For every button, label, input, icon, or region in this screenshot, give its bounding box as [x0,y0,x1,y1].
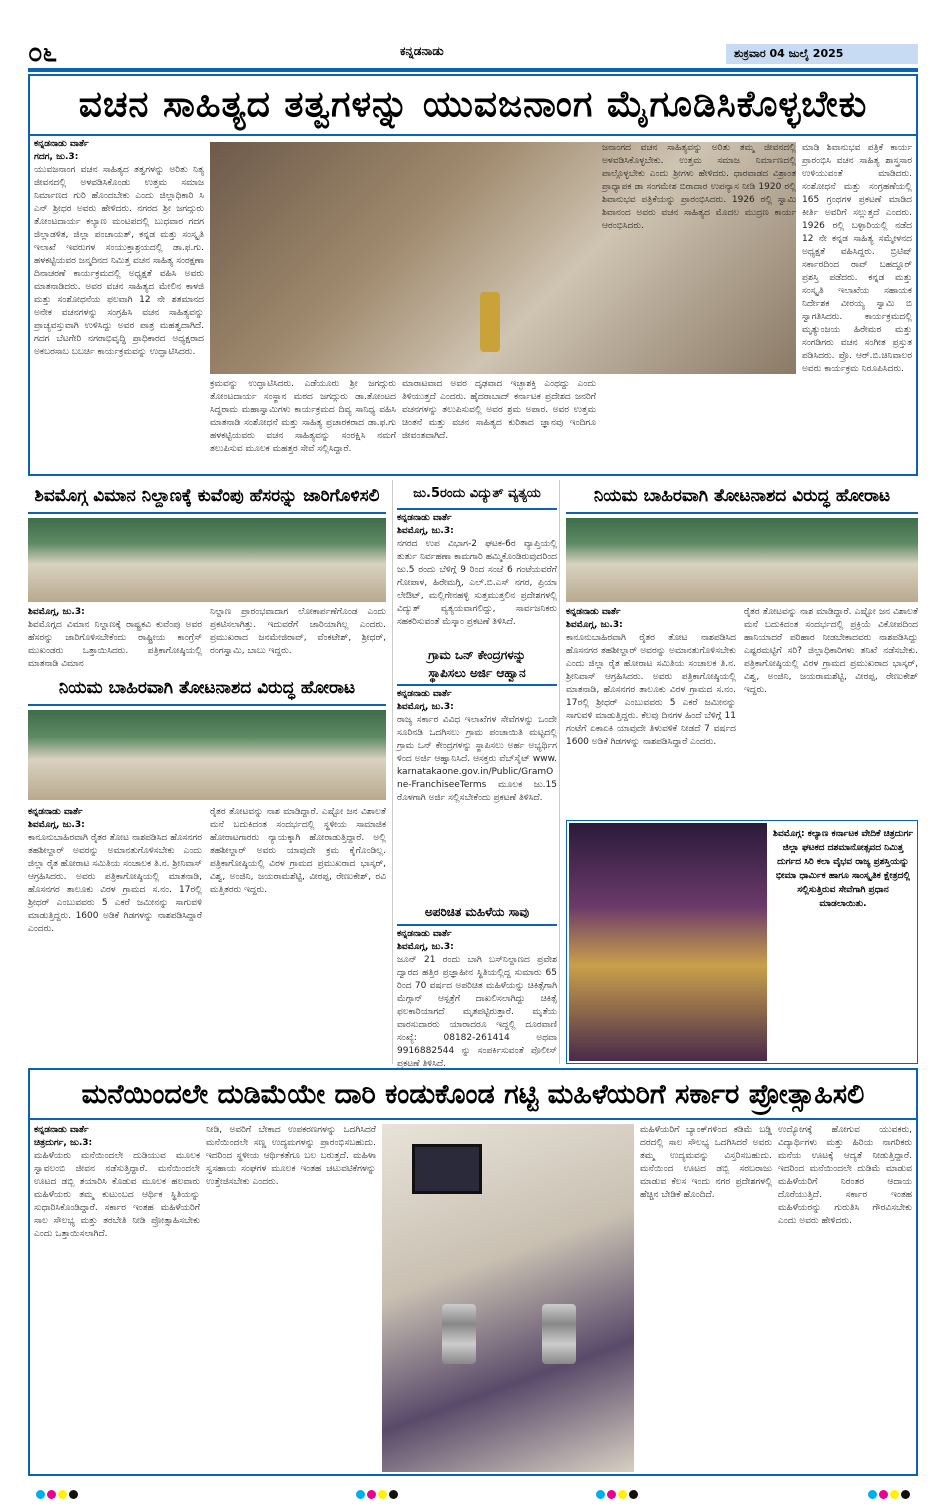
date-label: ಶುಕ್ರವಾರ 04 ಜುಲೈ 2025 [734,47,844,60]
grama-byline: ಕನ್ನಡನಾಡು ವಾರ್ತೆ [397,689,452,699]
grama-dateline: ಶಿವಮೊಗ್ಗ, ಜು.3: [397,702,454,712]
power-headline: ಜು.5ರಂದು ವಿದ್ಯುತ್ ವ್ಯತ್ಯಯ [413,486,541,501]
tv-screen [412,1144,482,1194]
bottom-photo [382,1124,634,1472]
woman-headline: ಅಪರಿಚಿತ ಮಹಿಳೆಯ ಸಾವು [424,905,530,919]
farm-left-rule [28,704,386,706]
bottom-story [28,1068,918,1476]
main-dateline: ಗದಗ, ಜು.3: [34,152,79,162]
farm-story-left [28,672,386,1064]
power-rule [397,508,557,510]
grama-headline-1: ಗ್ರಾಮ ಒನ್ ಕೇಂದ್ರಗಳನ್ನು [428,648,526,662]
farm-left-byline: ಕನ್ನಡನಾಡು ವಾರ್ತೆ [28,807,83,817]
farm-right-rule [566,512,918,514]
bottom-col-4: ಉದ್ಯೋಗಕ್ಕೆ ಹೋಗುವ ಯುವಕರು, ವಿದ್ಯಾರ್ಥಿಗಳು ಮತ್ತು ಹಿರಿಯ ನಾಗರಿಕರು ಮನೆಯ ಊಟಕ್ಕೆ ಆದ್ಯತೆ ನೀಡುತ್ತಿದ್ದಾರೆ. ಇದರಿಂದ ಮನೆಯಿಂದಲೇ ದುಡಿಮೆ ಮಾಡುವ ಮಹಿಳೆಯರಿಗೆ ನಿರಂತರ ಆದಾಯ ದೊರೆಯುತ್ತಿದೆ. ಸರ್ಕಾರ ಇಂತಹ ಮಹಿಳೆಯರನ್ನು ಗುರುತಿಸಿ ಗೌರವಿಸಬೇಕು ಎಂದು ಅವರು ಹೇಳಿದರು. [778,1125,912,1226]
color-dots-left [36,1484,80,1503]
farm-right-dateline: ಶಿವಮೊಗ್ಗ, ಜು.3: [566,620,623,630]
farm-right-headline: ನಿಯಮ ಬಾಹಿರವಾಗಿ ತೋಟನಾಶದ ವಿರುದ್ಧ ಹೋರಾಟ [593,486,891,506]
farm-left-headline: ನಿಯಮ ಬಾಹಿರವಾಗಿ ತೋಟನಾಶದ ವಿರುದ್ಧ ಹೋರಾಟ [58,678,356,698]
farm-story-right [566,480,918,816]
farm-left-col-2: ರೈತರ ತೋಟವನ್ನು ನಾಶ ಮಾಡಿದ್ದಾರೆ. ಎಷ್ಟೋ ಜನ ವಿಶಾಲತೆ ಮನೆ ಬದುಕಿದಂತ ಸಂದರ್ಭದಲ್ಲಿ ಸ್ಥಳೀಯ ಸಾಮಾಜಿಕ ಹೋರಾಟಗಾರರು ನ್ಯಾಯಕ್ಕಾಗಿ ಹೋರಾಡುತ್ತಿದ್ದಾರೆ. ಅಲ್ಲಿ ತಹಶೀಲ್ದಾರ್ ಅವರು ಯಾವುದೇ ಕ್ರಮ ಕೈಗೊಂಡಿಲ್ಲ. ಪತ್ರಿಕಾಗೋಷ್ಠಿಯಲ್ಲಿ ವಿರಳ ಗ್ರಾಮದ ಪ್ರಮುಖರಾದ ಭಾಸ್ಕರ್, ವಿಶ್ವ, ಅಂಜಿನಿ, ಜಯರಾಮಶೆಟ್ಟಿ, ವೀರಪ್ಪ, ರೇಣುಕೇಶ್, ರವಿ ಮತ್ತಿತರರು ಇದ್ದರು. [210,807,386,895]
airport-story [28,480,386,668]
tiffin-box-icon [442,1304,476,1364]
main-headline: ವಚನ ಸಾಹಿತ್ಯದ ತತ್ವಗಳನ್ನು ಯುವಜನಾಂಗ ಮೈಗೂಡಿಸಿಕೊಳ್ಳಬೇಕು [78,84,868,125]
date-banner [726,44,918,64]
airport-body-left: ಶಿವಮೊಗ್ಗದ ವಿಮಾನ ನಿಲ್ದಾಣಕ್ಕೆ ರಾಷ್ಟ್ರಕವಿ ಕುವೆಂಪು ಅವರ ಹೆಸರನ್ನು ಜಾರಿಗೊಳಿಸಬೇಕೆಂದು ರಾಷ್ಟ್ರೀಯ ಕಾಂಗ್ರೆಸ್ ಮುಖಂಡರು ಒತ್ತಾಯಿಸಿದರು. ಪತ್ರಿಕಾಗೋಷ್ಠಿಯಲ್ಲಿ ಮಾತನಾಡಿ ವಿಮಾನ [28,620,202,669]
main-col-3: ಮಾರಾಟವಾದ ಅವರ ದೃಢವಾದ ಇಚ್ಛಾಶಕ್ತಿ ಎಂಥದ್ದು ಎಂದು ತಿಳಿಯುತ್ತದೆ ಎಂದರು. ಹೈದರಾಬಾದ್ ಕರ್ನಾಟಕ ಪ್ರದೇಶದ ಜನರಿಗೆ ವಚನಗಳನ್ನು ತಲುಪಿಸುವಲ್ಲಿ ಅವರ ಶ್ರಮ ಅಪಾರ. ಅವರ ಉತ್ತಮ ಚಿಂತನೆ ಮತ್ತು ವಚನ ಸಾಹಿತ್ಯದ ಕುರಿತಾದ ಜ್ಞಾನವು ಇಂದಿಗೂ ಜೀವಂತವಾಗಿದೆ. [402,379,596,441]
award-photo [569,823,767,1061]
farm-right-byline: ಕನ್ನಡನಾಡು ವಾರ್ತೆ [566,607,621,617]
color-dots-center-left [356,1484,400,1503]
airport-dateline: ಶಿವಮೊಗ್ಗ, ಜು.3: [28,607,85,617]
bottom-col-1: ಮಹಿಳೆಯರು ಮನೆಯಿಂದಲೇ ದುಡಿಯುವ ಮೂಲಕ ಸ್ವಾವಲಂಬಿ ಜೀವನ ನಡೆಸುತ್ತಿದ್ದಾರೆ. ಮನೆಯಿಂದಲೇ ಊಟದ ಡಬ್ಬಿ ತಯಾರಿಸಿ ಕೊಡುವ ಮೂಲಕ ಹಲವಾರು ಮಹಿಳೆಯರು ತಮ್ಮ ಕುಟುಂಬದ ಆರ್ಥಿಕ ಸ್ಥಿತಿಯನ್ನು ಸುಧಾರಿಸಿಕೊಂಡಿದ್ದಾರೆ. ಸರ್ಕಾರ ಇಂತಹ ಮಹಿಳೆಯರಿಗೆ ಸಾಲ ಸೌಲಭ್ಯ ಮತ್ತು ತರಬೇತಿ ನೀಡಿ ಪ್ರೋತ್ಸಾಹಿಸಬೇಕು ಎಂದು ಒತ್ತಾಯಿಸಲಾಗಿದೆ. [34,1151,200,1239]
grama-headline-2: ಸ್ಥಾಪಿಸಲು ಅರ್ಜಿ ಆಹ್ವಾನ [428,666,526,680]
airport-rule [28,512,386,514]
bottom-col-2: ನೀಡಿ, ಅವರಿಗೆ ಬೇಕಾದ ಉಪಕರಣಗಳನ್ನು ಒದಗಿಸಿದರೆ ಮನೆಯಿಂದಲೇ ಸಣ್ಣ ಉದ್ಯಮಗಳನ್ನು ಪ್ರಾರಂಭಿಸಬಹುದು. ಇದರಿಂದ ಸ್ಥಳೀಯ ಆರ್ಥಿಕತೆಗೂ ಬಲ ಬರುತ್ತದೆ. ಮಹಿಳಾ ಸ್ವಸಹಾಯ ಸಂಘಗಳ ಮೂಲಕ ಇಂತಹ ಚಟುವಟಿಕೆಗಳನ್ನು ಉತ್ತೇಜಿಸಬೇಕು ಎಂದರು. [206,1125,376,1187]
main-byline: ಕನ್ನಡನಾಡು ವಾರ್ತೆ [34,139,89,149]
farm-left-col-1: ಕಾನೂನುಬಾಹಿರವಾಗಿ ರೈತರ ತೋಟ ನಾಶಪಡಿಸಿದ ಹೊಸನಗರ ತಹಶೀಲ್ದಾರ್ ಅವರನ್ನು ಅಮಾನತುಗೊಳಿಸಬೇಕು ಎಂದು ಜಿಲ್ಲಾ ರೈತ ಹೋರಾಟ ಸಮಿತಿಯ ಸಂಚಾಲಕ ತಿ.ನ. ಶ್ರೀನಿವಾಸ್ ಆಗ್ರಹಿಸಿದರು. ಅವರು ಪತ್ರಿಕಾಗೋಷ್ಠಿಯಲ್ಲಿ ಮಾತನಾಡಿ, ಹೊಸನಗರ ತಾಲೂಕು ವಿರಳ ಗ್ರಾಮದ ಸ.ನಂ. 17ರಲ್ಲಿ ಶ್ರೀಧರ್ ಎಂಬುವವರು 5 ಎಕರೆ ಜಮೀನನ್ನು ಸಾಗುವಳಿ ಮಾಡುತ್ತಿದ್ದರು. 1600 ಅಡಿಕೆ ಗಿಡಗಳನ್ನು ನಾಶಪಡಿಸಿದ್ದಾರೆ ಎಂದರು. [28,833,202,934]
bottom-headline: ಮನೆಯಿಂದಲೇ ದುಡಿಮೆಯೇ ದಾರಿ ಕಂಡುಕೊಂಡ ಗಟ್ಟಿ ಮಹಿಳೆಯರಿಗೆ ಸರ್ಕಾರ ಪ್ರೋತ್ಸಾಹಿಸಲಿ [81,1079,865,1110]
bottom-col-3: ಮಹಿಳೆಯರಿಗೆ ಬ್ಯಾಂಕ್‌ಗಳಿಂದ ಕಡಿಮೆ ಬಡ್ಡಿ ದರದಲ್ಲಿ ಸಾಲ ಸೌಲಭ್ಯ ಒದಗಿಸಿದರೆ ಅವರು ತಮ್ಮ ಉದ್ಯಮವನ್ನು ವಿಸ್ತರಿಸಬಹುದು. ಮನೆಯಿಂದ ಊಟದ ಡಬ್ಬಿ ಸರಬರಾಜು ಮಾಡುವ ಕೆಲಸ ಇಂದು ನಗರ ಪ್ರದೇಶಗಳಲ್ಲಿ ಹೆಚ್ಚಿನ ಬೇಡಿಕೆ ಹೊಂದಿದೆ. [640,1125,772,1200]
main-col-2: ಕ್ರಮವನ್ನು ಉದ್ಘಾಟಿಸಿದರು. ಎಡೆಯೂರು ಶ್ರೀ ಜಗದ್ಗುರು ತೋಂಟದಾರ್ಯ ಸಂಸ್ಥಾನ ಮಠದ ಜಗದ್ಗುರು ಡಾ.ತೋಂಟದ ಸಿದ್ಧರಾಮ ಮಹಾಸ್ವಾಮಿಗಳು ಕಾರ್ಯಕ್ರಮದ ದಿವ್ಯ ಸಾನಿಧ್ಯ ವಹಿಸಿ ಮಾತನಾಡಿ ಸಂಶೋಧನೆ ಮತ್ತು ಸಾಹಿತ್ಯ ಪ್ರಚಾರಕರಾದ ಡಾ.ಫ.ಗು ಹಳಕಟ್ಟಿಯವರು ವಚನ ಸಾಹಿತ್ಯವನ್ನು ಸಂರಕ್ಷಿಸಿ ನಮಗೆ ತಲುಪಿಸುವ ಮೂಲಕ ಮಹತ್ತರ ಸೇವೆ ಸಲ್ಲಿಸಿದ್ದಾರೆ. [210,379,396,454]
farm-right-col-1: ಕಾನೂನುಬಾಹಿರವಾಗಿ ರೈತರ ತೋಟ ನಾಶಪಡಿಸಿದ ಹೊಸನಗರ ತಹಶೀಲ್ದಾರ್ ಅವರನ್ನು ಅಮಾನತುಗೊಳಿಸಬೇಕು ಎಂದು ಜಿಲ್ಲಾ ರೈತ ಹೋರಾಟ ಸಮಿತಿಯ ಸಂಚಾಲಕ ತಿ.ನ. ಶ್ರೀನಿವಾಸ್ ಆಗ್ರಹಿಸಿದರು. ಅವರು ಪತ್ರಿಕಾಗೋಷ್ಠಿಯಲ್ಲಿ ಮಾತನಾಡಿ, ಹೊಸನಗರ ತಾಲೂಕು ವಿರಳ ಗ್ರಾಮದ ಸ.ನಂ. 17ರಲ್ಲಿ ಶ್ರೀಧರ್ ಎಂಬುವವರು 5 ಎಕರೆ ಜಮೀನನ್ನು ಸಾಗುವಳಿ ಮಾಡುತ್ತಿದ್ದರು. ಕೆಲವು ದಿನಗಳ ಹಿಂದೆ ಬೆಳಿಗ್ಗೆ 11 ಗಂಟೆಗೆ ಏಕಾಏಕಿ ಯಾವುದೇ ತಿಳುವಳಿಕೆ ನೀಡದೆ 7 ವರ್ಷದ 1600 ಅಡಿಕೆ ಗಿಡಗಳನ್ನು ನಾಶಪಡಿಸಿದ್ದಾರೆ ಎಂದರು. [566,633,736,747]
farm-right-col-2: ರೈತರ ತೋಟವನ್ನು ನಾಶ ಮಾಡಿದ್ದಾರೆ. ಎಷ್ಟೋ ಜನ ವಿಶಾಲತೆ ಮನೆ ಬದುಕಿದಂತ ಸಂದರ್ಭದಲ್ಲಿ ಪ್ರಕ್ರಿಯೆ ವಿಕೋಪದಿಂದ ಹಾನಿಯಾದರೆ ಪರಿಹಾರ ನೀಡಬೇಕಾದವರು ನಾಶಪಡಿಸಿದ್ದು ಎಷ್ಟರಮಟ್ಟಿಗೆ ಸರಿ? ಜಿಲ್ಲಾಧಿಕಾರಿಗಳು ತನಿಖೆ ನಡೆಸಬೇಕು. ಪತ್ರಿಕಾಗೋಷ್ಠಿಯಲ್ಲಿ ವಿರಳ ಗ್ರಾಮದ ಪ್ರಮುಖರಾದ ಭಾಸ್ಕರ್, ವಿಶ್ವ, ಅಂಜಿನಿ, ಜಯರಾಮಶೆಟ್ಟಿ, ವೀರಪ್ಪ, ರೇಣುಕೇಶ್ ಇದ್ದರು. [744,607,918,695]
bottom-byline: ಕನ್ನಡನಾಡು ವಾರ್ತೆ [34,1125,89,1135]
paper-name: ಕನ್ನಡನಾಡು [400,44,444,58]
grama-body: ರಾಜ್ಯ ಸರ್ಕಾರ ವಿವಿಧ ಇಲಾಖೆಗಳ ಸೇವೆಗಳನ್ನು ಒಂದೇ ಸೂರಿನಡಿ ಒದಗಿಸಲು ಗ್ರಾಮ ಪಂಚಾಯಿತಿ ಮಟ್ಟದಲ್ಲಿ ಗ್ರಾಮ ಒನ್ ಕೇಂದ್ರಗಳನ್ನು ಸ್ಥಾಪಿಸಲು ಅರ್ಹ ಅಭ್ಯರ್ಥಿಗಳಿಂದ ಅರ್ಜಿ ಆಹ್ವಾನಿಸಿದೆ. ಆಸಕ್ತರು ವೆಬ್‌ಸೈಟ್ www.karnatakaone.gov.in/Public/GramOne-FranchiseeTerms ಮೂಲಕ ಜು.15 ರೊಳಗಾಗಿ ಅರ್ಜಿ ಸಲ್ಲಿಸಬೇಕೆಂದು ಪ್ರಕಟಣೆ ತಿಳಿಸಿದೆ. [397,715,557,803]
grama-rule [397,684,557,686]
award-feature [566,820,918,1064]
woman-body: ಜೂನ್ 21 ರಂದು ಬಾಗಿ ಬಸ್‌ನಿಲ್ದಾಣದ ಪ್ರವೇಶ ದ್ವಾರದ ಹತ್ತಿರ ಪ್ರಜ್ಞಾಹೀನ ಸ್ಥಿತಿಯಲ್ಲಿದ್ದ ಸುಮಾರು 65 ರಿಂದ 70 ವರ್ಷದ ಅಪರಿಚಿತ ಮಹಿಳೆಯನ್ನು ಚಿಕಿತ್ಸೆಗಾಗಿ ಮೆಗ್ಗಾನ್ ಆಸ್ಪತ್ರೆಗೆ ದಾಖಲಿಸಲಾಗಿದ್ದು ಚಿಕಿತ್ಸೆ ಫಲಕಾರಿಯಾಗದೆ ಮೃತಪಟ್ಟಿರುತ್ತಾರೆ. ಮೃತೆಯ ವಾರಸುದಾರರು ಯಾರಾದರೂ ಇದ್ದಲ್ಲಿ ದೂರವಾಣಿ ಸಂಖ್ಯೆ: 08182-261414 ಅಥವಾ 9916882544 ನ್ನು ಸಂಪರ್ಕಿಸುವಂತೆ ಪೊಲೀಸ್ ಪ್ರಕಟಣೆ ತಿಳಿಸಿದೆ. [397,955,557,1069]
color-dots-center-right [596,1484,640,1503]
farm-right-photo [566,518,918,602]
woman-byline: ಕನ್ನಡನಾಡು ವಾರ್ತೆ [397,929,452,939]
page-number: ೦೬ [28,38,58,68]
footer-color-marks [36,1484,916,1498]
airport-body-right: ನಿಲ್ದಾಣ ಪ್ರಾರಂಭವಾದಾಗ ಲೋಕಾರ್ಪಣೆಗೊಂಡ ಎಂದು ಪ್ರಕಟಿಸಲಾಗಿತ್ತು. ಇದುವರೆಗೆ ಜಾರಿಯಾಗಿಲ್ಲ ಎಂದರು. ಪ್ರಮುಖರಾದ ಜನಮೇಜಿರಾವ್, ವೆಂಕಟೇಶ್, ಶ್ರೀಧರ್, ರಂಗಸ್ವಾಮಿ, ಬಾಬು ಇದ್ದರು. [210,607,386,656]
power-byline: ಕನ್ನಡನಾಡು ವಾರ್ತೆ [397,513,452,523]
farm-left-photo [28,710,386,800]
color-dots-right [868,1484,912,1503]
main-col-5: ಮಾಡಿ ಶಿವಾನುಭವ ಪತ್ರಿಕೆ ಕಾರ್ಯ ಪ್ರಾರಂಭಿಸಿ ವಚನ ಸಾಹಿತ್ಯ ಶಾಸ್ತ್ರಸಾರ ಉಳಿಯುವಂತೆ ಮಾಡಿದರು. ಸಂಶೋಧನೆ ಮತ್ತು ಸಂಗ್ರಹಣೆಯಲ್ಲಿ 165 ಗ್ರಂಥಗಳ ಪ್ರಕಟಣೆ ಮಾಡಿದ ಕೀರ್ತಿ ಅವರಿಗೆ ಸಲ್ಲುತ್ತದೆ ಎಂದರು. 1926 ರಲ್ಲಿ ಬಳ್ಳಾರಿಯಲ್ಲಿ ನಡೆದ 12 ನೇ ಕನ್ನಡ ಸಾಹಿತ್ಯ ಸಮ್ಮೇಳನದ ಅಧ್ಯಕ್ಷತೆ ವಹಿಸಿದ್ದರು. ಬ್ರಿಟಿಷ್ ಸರ್ಕಾರದಿಂದ ರಾವ್ ಬಹದ್ದೂರ್ ಪ್ರಶಸ್ತಿ ಪಡೆದರು. ಕನ್ನಡ ಮತ್ತು ಸಂಸ್ಕೃತಿ ಇಲಾಖೆಯ ಸಹಾಯಕ ನಿರ್ದೇಶಕ ವೀರಯ್ಯ ಸ್ವಾಮಿ ಬಿ ಸ್ವಾಗತಿಸಿದರು. ಕಾರ್ಯಕ್ರಮದಲ್ಲಿ ಮೃತ್ಯುಂಜಯ ಹಿರೇಮಠ ಮತ್ತು ಸಂಗಡಿಗರು ವಚನ ಸಂಗೀತ ಪ್ರಸ್ತುತ ಪಡಿಸಿದರು. ಪ್ರೊ. ಆರ್.ಬಿ.ಚಿನಿವಾಲರ ಅವರು ಕಾರ್ಯಕ್ರಮ ನಿರೂಪಿಸಿದರು. [802,143,912,374]
masthead [0,0,945,78]
tiffin-box-icon [542,1304,576,1364]
bottom-story-rule [30,1118,916,1120]
masthead-rule [28,68,918,72]
lamp-icon [480,292,500,352]
power-dateline: ಶಿವಮೊಗ್ಗ, ಜು.3: [397,526,454,536]
woman-rule [397,924,557,926]
airport-headline: ಶಿವಮೊಗ್ಗ ವಿಮಾನ ನಿಲ್ದಾಣಕ್ಕೆ ಕುವೆಂಪು ಹೆಸರನ್ನು ಜಾರಿಗೊಳಿಸಲಿ [34,486,380,506]
airport-photo [28,518,386,602]
center-column [392,480,560,1069]
main-col-1: ಯುವಜನಾಂಗ ವಚನ ಸಾಹಿತ್ಯದ ತತ್ವಗಳನ್ನು ಅರಿತು ನಿತ್ಯ ಜೀವನದಲ್ಲಿ ಅಳವಡಿಸಿಕೊಂಡು ಉತ್ತಮ ಸಮಾಜ ನಿರ್ಮಾಣದ ಗುರಿ ಹೊಂದಬೇಕು ಎಂದು ಜಿಲ್ಲಾಧಿಕಾರಿ ಸಿ ಎನ್ ಶ್ರೀಧರ ಅವರು ಹೇಳಿದರು. ನಗರದ ಶ್ರೀ ಜಗದ್ಗುರು ತೋಂಟದಾರ್ಯ ಕಲ್ಯಾಣ ಮಂಟಪದಲ್ಲಿ ಬುಧವಾರ ಗದಗ ಜಿಲ್ಲಾಡಳಿತ, ಜಿಲ್ಲಾ ಪಂಚಾಯತ್, ಕನ್ನಡ ಮತ್ತು ಸಂಸ್ಕೃತಿ ಇಲಾಖೆ ಇವರುಗಳ ಸಂಯುಕ್ತಾಶ್ರಯದಲ್ಲಿ ಡಾ.ಫ.ಗು. ಹಳಕಟ್ಟಿಯವರ ಜನ್ಮದಿನದ ನಿಮಿತ್ತ ವಚನ ಸಾಹಿತ್ಯ ಸಂರಕ್ಷಣಾ ದಿನಾಚರಣೆ ಕಾರ್ಯಕ್ರಮದಲ್ಲಿ ಅಧ್ಯಕ್ಷತೆ ವಹಿಸಿ ಅವರು ಮಾತನಾಡಿದರು. ಅವರ ವಚನ ಸಾಹಿತ್ಯದ ಮೇಲಿನ ಕಾಳಜಿ ಮತ್ತು ಸಂಶೋಧನೆಯ ಫಲವಾಗಿ 12 ನೇ ಶತಮಾನದ ಅನೇಕ ವಚನಗಳನ್ನು ಸಂಗ್ರಹಿಸಿ ವಚನ ಸಾಹಿತ್ಯವನ್ನು ಪ್ರಾಚ್ಯವಸ್ತುವಾಗಿ ಉಳಿಸಿದ್ದು ಅವರ ಪಾತ್ರ ಮಹತ್ವದಾಗಿದೆ. ಗದಗ ಬೆಟಗೇರಿ ನಗರಾಭಿವೃದ್ಧಿ ಪ್ರಾಧಿಕಾರದ ಅಧ್ಯಕ್ಷರಾದ ಅಕಬರಸಾಬ ಬಬರ್ಚಿ ಕಾರ್ಯಕ್ರಮವನ್ನು ಉದ್ಘಾಟಿಸಿದರು. [34,165,204,357]
award-caption: ಶಿವಮೊಗ್ಗ: ಕಲ್ಯಾಣ ಕರ್ನಾಟಕ ವೇದಿಕೆ ಚಿತ್ರದುರ್ಗ ಜಿಲ್ಲಾ ಘಟಕದ ದಶಮಾನೋತ್ಸವದ ನಿಮಿತ್ತ ದುರ್ಗದ ಸಿರಿ ಕಲಾ ವೈಭವ ರಾಜ್ಯ ಪ್ರಶಸ್ತಿಯನ್ನು ಭೀಮಾ ಧಾರ್ಮಿಕ ಹಾಗೂ ಸಾಂಸ್ಕೃತಿಕ ಕ್ಷೇತ್ರದಲ್ಲಿ ಸಲ್ಲಿಸುತ್ತಿರುವ ಸೇವೆಗಾಗಿ ಪ್ರಧಾನ ಮಾಡಲಾಯಿತು. [773,829,913,909]
bottom-dateline: ಚಿತ್ರದುರ್ಗ, ಜು.3: [34,1138,93,1148]
power-body: ನಗರದ ಉಪ ವಿಭಾಗ-2 ಘಟಕ-6ರ ವ್ಯಾಪ್ತಿಯಲ್ಲಿ ತುರ್ತು ನಿರ್ವಹಣಾ ಕಾಮಗಾರಿ ಹಮ್ಮಿಕೊಂಡಿರುವುದರಿಂದ ಜು.5 ರಂದು ಬೆಳಿಗ್ಗೆ 9 ರಿಂದ ಸಂಜೆ 6 ಗಂಟೆಯವರೆಗೆ ಗೋಪಾಳ, ಹಿರೇಮಗ್ಗಿ, ಎಲ್.ಬಿ.ಎಸ್ ನಗರ, ಪ್ರಿಯಾ ಲೇಔಟ್, ಮಲ್ಲಿಗೇನಹಳ್ಳಿ ಸುತ್ತಮುತ್ತಲಿನ ಪ್ರದೇಶಗಳಲ್ಲಿ ವಿದ್ಯುತ್ ವ್ಯತ್ಯಯವಾಗಲಿದ್ದು, ಸಾರ್ವಜನಿಕರು ಸಹಕರಿಸುವಂತೆ ಮೆಸ್ಕಾಂ ಪ್ರಕಟಣೆ ತಿಳಿಸಿದೆ. [397,539,557,627]
main-story-rule [30,134,916,136]
farm-left-dateline: ಶಿವಮೊಗ್ಗ, ಜು.3: [28,820,85,830]
main-story [28,74,918,476]
woman-dateline: ಶಿವಮೊಗ್ಗ, ಜು.3: [397,942,454,952]
main-col-4: ಜನಾಂಗದ ವಚನ ಸಾಹಿತ್ಯವನ್ನು ಅರಿತು ತಮ್ಮ ಜೀವನದಲ್ಲಿ ಅಳವಡಿಸಿಕೊಳ್ಳಬೇಕು. ಉತ್ತಮ ಸಮಾಜ ನಿರ್ಮಾಣದಲ್ಲಿ ಪಾಲ್ಗೊಳ್ಳಬೇಕು ಎಂದು ಶ್ರೀಗಳು ಹೇಳಿದರು. ಧಾರವಾಡದ ವಿಶ್ರಾಂತ ಪ್ರಾಧ್ಯಾಪಕ ಡಾ ಸಂಗಮೇಶ ಬಿರಾದಾರ ಉಪನ್ಯಾಸ ನೀಡಿ 1920 ರಲ್ಲಿ ಶಿವಾನುಭವ ಪತ್ರಿಕೆಯನ್ನು ಪ್ರಾರಂಭಿಸಿದರು. 1926 ರಲ್ಲಿ ಸ್ವಾಮಿ ಶಿವಾನಂದ ಅವರು ವಚನ ಸಾಹಿತ್ಯದ ಮೊದಲ ಮುದ್ರಣ ಕಾರ್ಯ ಆರಂಭಿಸಿದರು. [602,143,796,231]
